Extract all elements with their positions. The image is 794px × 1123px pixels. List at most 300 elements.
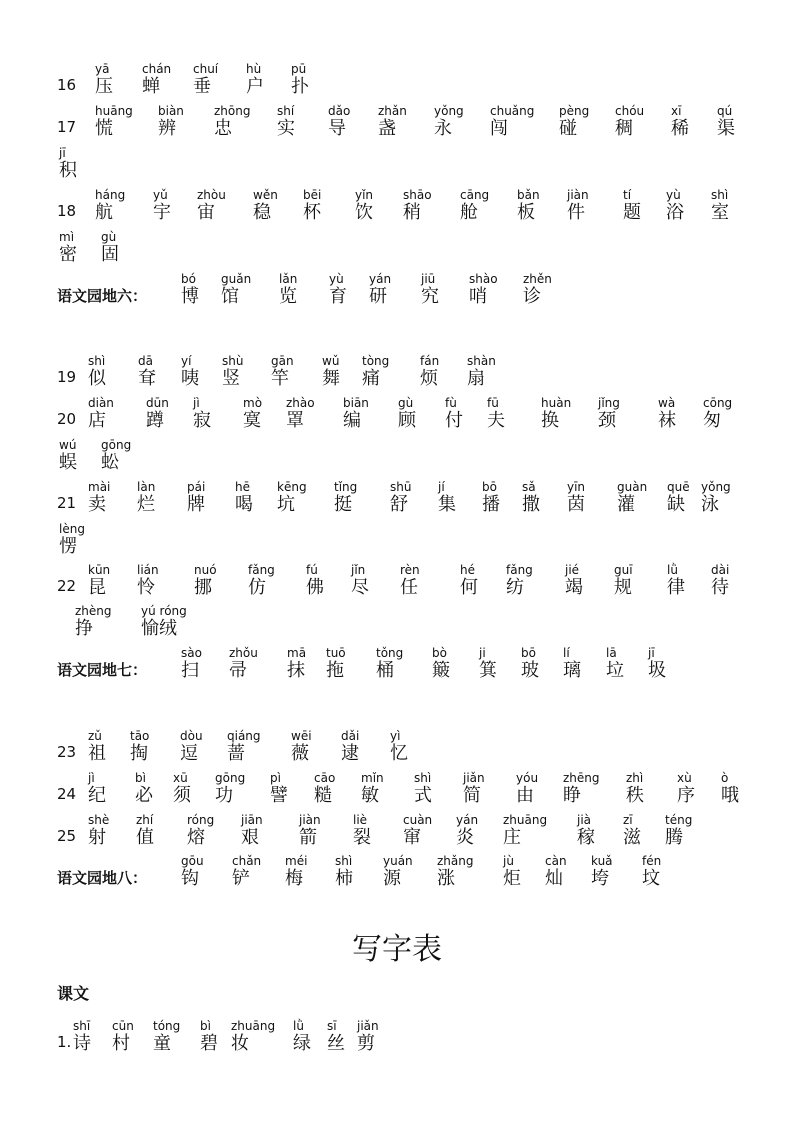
pinyin: bì	[135, 771, 146, 785]
hanzi: 剪	[357, 1033, 375, 1054]
hanzi: 罩	[286, 410, 304, 431]
pinyin: róng	[187, 813, 215, 827]
pinyin: nuó	[194, 563, 217, 577]
lesson-number: 21	[57, 494, 77, 512]
pinyin: shào	[469, 272, 498, 286]
hanzi: 永	[434, 118, 452, 139]
pinyin: zhòu	[197, 188, 226, 202]
hanzi: 待	[711, 577, 729, 598]
row-17-cont	[0, 146, 794, 186]
pinyin: yí	[181, 354, 192, 368]
pinyin: wǔ	[322, 354, 340, 368]
hanzi: 纺	[506, 577, 524, 598]
hanzi: 题	[623, 202, 641, 223]
hanzi: 竖	[222, 368, 240, 389]
hanzi: 铲	[232, 868, 250, 889]
pinyin: bō	[521, 646, 536, 660]
hanzi: 梅	[285, 868, 303, 889]
hanzi: 腾	[665, 827, 683, 848]
pinyin: dā	[138, 354, 153, 368]
pinyin: zhǎng	[437, 854, 474, 868]
hanzi: 任	[400, 577, 418, 598]
hanzi: 寂	[193, 410, 211, 431]
pinyin: gù	[398, 396, 414, 410]
hanzi: 炬	[503, 868, 521, 889]
row-18-cont	[0, 230, 794, 270]
pinyin: kēng	[277, 480, 307, 494]
pinyin: rèn	[400, 563, 420, 577]
pinyin: gōu	[181, 854, 204, 868]
hanzi: 寞	[243, 410, 261, 431]
hanzi: 稠	[615, 118, 633, 139]
pinyin: bēi	[303, 188, 322, 202]
pinyin: wēi	[291, 729, 312, 743]
pinyin: liè	[353, 813, 368, 827]
hanzi: 逮	[341, 743, 359, 764]
hanzi: 碧	[200, 1033, 218, 1054]
pinyin: dòu	[180, 729, 203, 743]
pinyin: yǐn	[355, 188, 374, 202]
hanzi: 耷	[138, 368, 156, 389]
hanzi: 逗	[180, 743, 198, 764]
hanzi: 博	[181, 286, 199, 307]
pinyin: wà	[658, 396, 676, 410]
pinyin: cāo	[314, 771, 336, 785]
hanzi: 竭	[565, 577, 583, 598]
hanzi: 付	[445, 410, 463, 431]
hanzi: 研	[369, 286, 387, 307]
hanzi: 闯	[490, 118, 508, 139]
pinyin: shù	[222, 354, 244, 368]
hanzi: 值	[136, 827, 154, 848]
hanzi: 店	[88, 410, 106, 431]
hanzi: 诗	[73, 1033, 91, 1054]
pinyin: zhǒu	[229, 646, 258, 660]
hanzi: 序	[677, 785, 695, 806]
pinyin: cōng	[703, 396, 733, 410]
pinyin: biàn	[158, 104, 184, 118]
pinyin: jié	[565, 563, 580, 577]
row-22	[0, 563, 794, 603]
hanzi: 匆	[703, 410, 721, 431]
hanzi: 纪	[88, 785, 106, 806]
pinyin: diàn	[88, 396, 114, 410]
pinyin: zhí	[136, 813, 154, 827]
hanzi: 牌	[187, 494, 205, 515]
write-row-1	[0, 1019, 794, 1059]
hanzi: 抹	[287, 660, 305, 681]
hanzi: 拖	[326, 660, 344, 681]
pinyin: qú	[717, 104, 733, 118]
hanzi: 撒	[522, 494, 540, 515]
pinyin: tòng	[362, 354, 390, 368]
pinyin: shì	[711, 188, 729, 202]
pinyin: jià	[577, 813, 592, 827]
hanzi: 垂	[193, 76, 211, 97]
hanzi: 喝	[235, 494, 253, 515]
pinyin: pū	[291, 62, 307, 76]
hanzi: 似	[88, 368, 106, 389]
pinyin: shì	[335, 854, 353, 868]
hanzi: 玻	[521, 660, 539, 681]
pinyin: quē	[667, 480, 690, 494]
pinyin: jiàn	[567, 188, 589, 202]
hanzi: 板	[517, 202, 535, 223]
pinyin: zhào	[286, 396, 315, 410]
pinyin: bì	[200, 1019, 211, 1033]
hanzi: 律	[667, 577, 685, 598]
pinyin: zǔ	[88, 729, 102, 743]
pinyin: yuán	[383, 854, 413, 868]
pinyin: mā	[287, 646, 307, 660]
hanzi: 哨	[469, 286, 487, 307]
lesson-number: 22	[57, 577, 77, 595]
pinyin: lǜ	[667, 563, 678, 577]
pinyin: mài	[88, 480, 111, 494]
hanzi: 规	[614, 577, 632, 598]
row-21-cont	[0, 522, 794, 562]
pinyin: huàn	[541, 396, 572, 410]
pinyin: jī	[59, 146, 66, 160]
pinyin: zhuāng	[503, 813, 548, 827]
pinyin: jī	[648, 646, 655, 660]
hanzi: 件	[567, 202, 585, 223]
pinyin: xī	[671, 104, 682, 118]
row-24	[0, 771, 794, 811]
pinyin: dūn	[146, 396, 169, 410]
pinyin: bō	[482, 480, 497, 494]
row-17	[0, 104, 794, 144]
hanzi: 舒	[390, 494, 408, 515]
hanzi: 导	[328, 118, 346, 139]
hanzi: 稼	[577, 827, 595, 848]
hanzi: 桶	[376, 660, 394, 681]
pinyin: jì	[88, 771, 95, 785]
hanzi: 舞	[322, 368, 340, 389]
pinyin: pái	[187, 480, 206, 494]
hanzi: 编	[343, 410, 361, 431]
section-garden-7	[0, 646, 794, 686]
hanzi: 究	[421, 286, 439, 307]
pinyin: shāo	[403, 188, 432, 202]
hanzi: 敏	[361, 785, 379, 806]
row-23	[0, 729, 794, 769]
hanzi: 换	[541, 410, 559, 431]
pinyin: hé	[460, 563, 475, 577]
lesson-number: 20	[57, 410, 77, 428]
pinyin: làn	[137, 480, 156, 494]
pinyin: tǐng	[334, 480, 358, 494]
pinyin: mì	[59, 230, 75, 244]
hanzi: 缺	[667, 494, 685, 515]
pinyin: hù	[246, 62, 262, 76]
pinyin: sào	[181, 646, 202, 660]
hanzi: 蔷	[227, 743, 245, 764]
pinyin: cāng	[460, 188, 490, 202]
section-garden-6	[0, 272, 794, 312]
pinyin: shū	[390, 480, 412, 494]
pinyin: càn	[545, 854, 567, 868]
hanzi: 糙	[314, 785, 332, 806]
lesson-number: 18	[57, 202, 77, 220]
pinyin: lí	[563, 646, 570, 660]
pinyin: yán	[456, 813, 479, 827]
hanzi: 绿	[293, 1033, 311, 1054]
hanzi: 蹲	[146, 410, 164, 431]
pinyin: pì	[270, 771, 281, 785]
pinyin: mǐn	[361, 771, 384, 785]
hanzi: 压	[95, 76, 113, 97]
hanzi: 航	[95, 202, 113, 223]
pinyin: wěn	[253, 188, 278, 202]
hanzi: 痛	[362, 368, 380, 389]
pinyin: jiān	[241, 813, 263, 827]
pinyin: shī	[73, 1019, 91, 1033]
hanzi: 饮	[355, 202, 373, 223]
pinyin: fén	[642, 854, 662, 868]
section-label: 语文园地七：	[57, 661, 148, 679]
hanzi: 扫	[181, 660, 199, 681]
pinyin: gù	[101, 230, 117, 244]
pinyin: yù	[666, 188, 681, 202]
section-garden-8	[0, 854, 794, 894]
pinyin: pèng	[559, 104, 590, 118]
pinyin: yǒng	[434, 104, 464, 118]
pinyin: jiǎn	[357, 1019, 379, 1033]
pinyin: fù	[445, 396, 457, 410]
hanzi: 渠	[717, 118, 735, 139]
pinyin: jù	[503, 854, 514, 868]
pinyin: bó	[181, 272, 196, 286]
hanzi: 昆	[88, 577, 106, 598]
hanzi: 实	[277, 118, 295, 139]
hanzi: 户	[246, 76, 264, 97]
hanzi: 功	[215, 785, 233, 806]
hanzi: 馆	[221, 286, 239, 307]
pinyin: dài	[711, 563, 730, 577]
lesson-number: 17	[57, 118, 77, 136]
hanzi: 扇	[467, 368, 485, 389]
hanzi: 垮	[591, 868, 609, 889]
pinyin: yù	[329, 272, 344, 286]
hanzi: 丝	[327, 1033, 345, 1054]
hanzi: 愉绒	[141, 618, 177, 639]
hanzi: 宇	[153, 202, 171, 223]
pinyin: biān	[343, 396, 369, 410]
hanzi: 尽	[351, 577, 369, 598]
hanzi: 何	[460, 577, 478, 598]
pinyin: shì	[88, 354, 106, 368]
pinyin: dǎi	[341, 729, 360, 743]
hanzi: 宙	[197, 202, 215, 223]
hanzi: 蜈	[59, 452, 77, 473]
hanzi: 窜	[403, 827, 421, 848]
pinyin: lǜ	[293, 1019, 304, 1033]
hanzi: 播	[482, 494, 500, 515]
pinyin: tāo	[130, 729, 150, 743]
hanzi: 灌	[617, 494, 635, 515]
hanzi: 稀	[671, 118, 689, 139]
pinyin: yú róng	[141, 604, 187, 618]
pinyin: lián	[137, 563, 159, 577]
pinyin: gōng	[215, 771, 246, 785]
hanzi: 愣	[59, 536, 77, 557]
pinyin: yīn	[567, 480, 586, 494]
hanzi: 袜	[658, 410, 676, 431]
pinyin: shè	[88, 813, 110, 827]
hanzi: 炎	[456, 827, 474, 848]
pinyin: ò	[721, 771, 729, 785]
row-25	[0, 813, 794, 853]
pinyin: jiū	[421, 272, 436, 286]
pinyin: jiǎn	[463, 771, 485, 785]
pinyin: shàn	[467, 354, 496, 368]
hanzi: 室	[711, 202, 729, 223]
hanzi: 烂	[137, 494, 155, 515]
hanzi: 稳	[253, 202, 271, 223]
hanzi: 挺	[334, 494, 352, 515]
pinyin: bǎn	[517, 188, 540, 202]
row-16	[0, 62, 794, 102]
hanzi: 坑	[277, 494, 295, 515]
hanzi: 须	[173, 785, 191, 806]
hanzi: 涨	[437, 868, 455, 889]
lesson-number: 19	[57, 368, 77, 386]
pinyin: zhǎn	[378, 104, 407, 118]
pinyin: méi	[285, 854, 308, 868]
pinyin: yā	[95, 62, 110, 76]
hanzi: 灿	[545, 868, 563, 889]
hanzi: 挪	[194, 577, 212, 598]
row-22-cont	[0, 604, 794, 644]
hanzi: 熔	[187, 827, 205, 848]
pinyin: fū	[487, 396, 499, 410]
pinyin: zhěn	[523, 272, 552, 286]
pinyin: zhì	[626, 771, 644, 785]
hanzi: 式	[414, 785, 432, 806]
hanzi: 妆	[231, 1033, 249, 1054]
row-20	[0, 396, 794, 436]
pinyin: kūn	[88, 563, 111, 577]
pinyin: xū	[173, 771, 188, 785]
hanzi: 仿	[248, 577, 266, 598]
pinyin: chuǎng	[490, 104, 535, 118]
pinyin: tóng	[153, 1019, 181, 1033]
hanzi: 村	[112, 1033, 130, 1054]
pinyin: bò	[432, 646, 447, 660]
pinyin: yán	[369, 272, 392, 286]
hanzi: 慌	[95, 118, 113, 139]
hanzi: 圾	[648, 660, 666, 681]
hanzi: 蚣	[101, 452, 119, 473]
hanzi: 秩	[626, 785, 644, 806]
hanzi: 滋	[623, 827, 641, 848]
hanzi: 固	[101, 244, 119, 265]
pinyin: chóu	[615, 104, 645, 118]
pinyin: cūn	[112, 1019, 134, 1033]
section-label: 语文园地六：	[57, 287, 148, 305]
lesson-number: 25	[57, 827, 77, 845]
hanzi: 由	[516, 785, 534, 806]
lesson-number: 1.	[57, 1033, 72, 1051]
hanzi: 杯	[303, 202, 321, 223]
pinyin: háng	[95, 188, 126, 202]
hanzi: 咦	[181, 368, 199, 389]
hanzi: 坟	[642, 868, 660, 889]
hanzi: 箭	[299, 827, 317, 848]
pinyin: tí	[623, 188, 632, 202]
row-19	[0, 354, 794, 394]
pinyin: guī	[614, 563, 633, 577]
hanzi: 哦	[721, 785, 739, 806]
pinyin: zhuāng	[231, 1019, 276, 1033]
hanzi: 薇	[291, 743, 309, 764]
row-21	[0, 480, 794, 520]
hanzi: 浴	[666, 202, 684, 223]
hanzi: 源	[383, 868, 401, 889]
hanzi: 夫	[487, 410, 505, 431]
pinyin: hē	[235, 480, 250, 494]
pinyin: lǎn	[279, 272, 298, 286]
hanzi: 钩	[181, 868, 199, 889]
pinyin: ji	[479, 646, 486, 660]
pinyin: yóu	[516, 771, 539, 785]
pinyin: gān	[271, 354, 294, 368]
pinyin: chán	[142, 62, 172, 76]
hanzi: 积	[59, 160, 77, 181]
pinyin: zhèng	[75, 604, 112, 618]
pinyin: qiáng	[227, 729, 261, 743]
hanzi: 览	[279, 286, 297, 307]
hanzi: 帚	[229, 660, 247, 681]
hanzi: 烦	[420, 368, 438, 389]
hanzi: 挣	[75, 618, 93, 639]
pinyin: jiàn	[299, 813, 321, 827]
hanzi: 射	[88, 827, 106, 848]
row-20-cont	[0, 438, 794, 478]
pinyin: zhēng	[563, 771, 600, 785]
hanzi: 垃	[606, 660, 624, 681]
pinyin: jǐn	[351, 563, 366, 577]
lesson-number: 24	[57, 785, 77, 803]
hanzi: 怜	[137, 577, 155, 598]
pinyin: shì	[414, 771, 432, 785]
hanzi: 童	[153, 1033, 171, 1054]
hanzi: 忠	[214, 118, 232, 139]
pinyin: sī	[327, 1019, 337, 1033]
page-title: 写字表	[352, 932, 442, 967]
pinyin: wú	[59, 438, 77, 452]
pinyin: zhōng	[214, 104, 251, 118]
hanzi: 简	[463, 785, 481, 806]
pinyin: tǒng	[376, 646, 404, 660]
hanzi: 泳	[701, 494, 719, 515]
hanzi: 艰	[241, 827, 259, 848]
hanzi: 竿	[271, 368, 289, 389]
hanzi: 颈	[598, 410, 616, 431]
pinyin: téng	[665, 813, 693, 827]
section-subtitle: 课文	[57, 984, 90, 1003]
pinyin: cuàn	[403, 813, 433, 827]
hanzi: 庄	[503, 827, 521, 848]
hanzi: 集	[438, 494, 456, 515]
pinyin: jí	[438, 480, 445, 494]
pinyin: guǎn	[221, 272, 252, 286]
pinyin: yǔ	[153, 188, 168, 202]
hanzi: 稍	[403, 202, 421, 223]
pinyin: jǐng	[598, 396, 620, 410]
pinyin: fǎng	[506, 563, 533, 577]
